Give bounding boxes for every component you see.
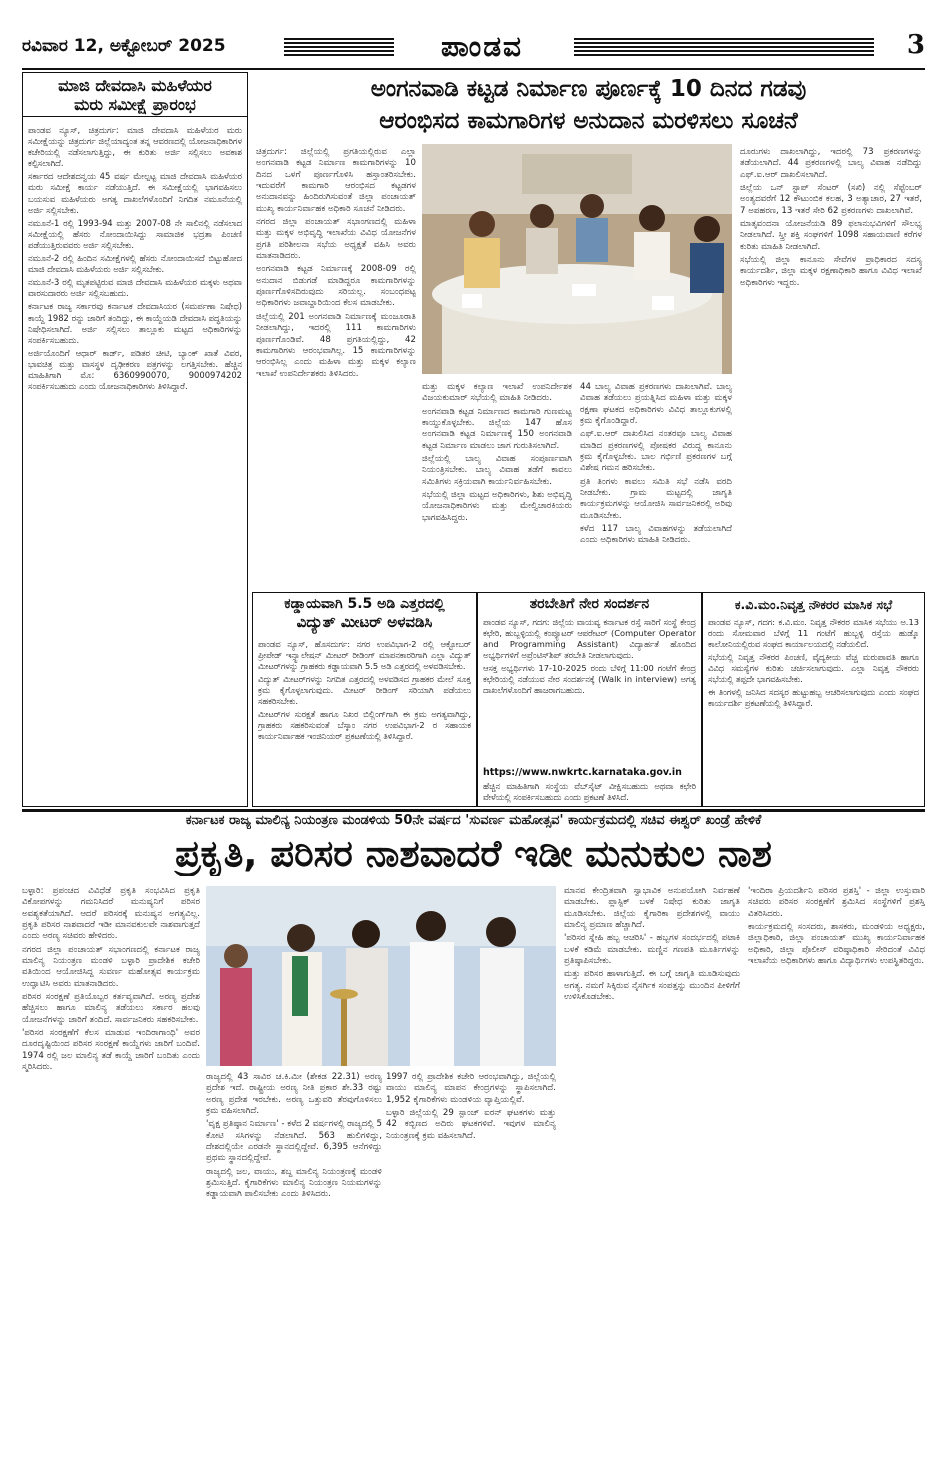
main-para: ಬಳ್ಳಾರಿ: ಪ್ರಪಂಚದ ವಿವಿಧೆಡೆ ಪ್ರಕೃತಿ ಸಂಭವಿಸಿದ ಪ್ರಕೃತಿ ವಿಕೋಪಗಳನ್ನು ಗಮನಿಸಿದರೆ ಮನುಷ್ಯನಿಗೆ ಪರಿಸರ ಅವಶ್ಯಕತೆಯಾಗಿದೆ. ಆದರೆ ಪರಿಸರಕ್ಕೆ ಮನುಷ್ಯನ ಅಗತ್ಯವಿಲ್ಲ. ಪ್ರಕೃತಿ ಪರಿಸರ ನಾಶವಾದರೆ ಇಡೀ ಮಾನವಕುಲವೇ ನಾಶವಾಗುತ್ತದೆ ಎಂದು ಅರಣ್ಯ ಸಚಿವರು ಹೇಳಿದರು. <box>22 886 200 942</box>
left-story-headline <box>23 73 247 117</box>
top-story-col-2 <box>422 382 572 590</box>
retired-para: ಈ ತಿಂಗಳಲ್ಲಿ ಜನಿಸಿದ ಸದಸ್ಯರ ಹುಟ್ಟುಹಬ್ಬ ಆಚರಿಸಲಾಗುವುದು ಎಂದು ಸಂಘದ ಕಾರ್ಯದರ್ಶಿ ಪ್ರಕಟಣೆಯಲ್ಲಿ ತಿಳಿಸಿದ್ದಾರೆ. <box>708 686 919 708</box>
masthead-stripes-right <box>574 38 874 56</box>
training-story-box <box>477 592 702 807</box>
top-para: ಜಿಲ್ಲೆಯಲ್ಲಿ 201 ಅಂಗನವಾಡಿ ನಿರ್ಮಾಣಕ್ಕೆ ಮಂಜೂರಾತಿ ನೀಡಲಾಗಿದ್ದು, ಇದರಲ್ಲಿ 111 ಕಾಮಗಾರಿಗಳು ಪೂರ್ಣಗೊಂಡಿವೆ. 48 ಪ್ರಗತಿಯಲ್ಲಿದ್ದು, 42 ಕಾಮಗಾರಿಗಳು ಆರಂಭವಾಗಿಲ್ಲ. 15 ಕಾಮಗಾರಿಗಳನ್ನು ಆರಂಭಿಸಿಲ್ಲ ಎಂದು ಮಹಿಳಾ ಮತ್ತು ಮಕ್ಕಳ ಕಲ್ಯಾಣ ಇಲಾಖೆ ಉಪನಿರ್ದೇಶಕರು ತಿಳಿಸಿದರು. <box>256 311 416 379</box>
training-website-link[interactable]: https://www.nwkrtc.karnataka.gov.in <box>483 767 682 778</box>
event-photo <box>206 886 556 1066</box>
training-story-footer <box>483 781 696 805</box>
top-para: ಮತ್ತು ಮಕ್ಕಳ ಕಲ್ಯಾಣ ಇಲಾಖೆ ಉಪನಿರ್ದೇಶಕ ವಿಜಯಕುಮಾರ್ ಸಭೆಯಲ್ಲಿ ಮಾಹಿತಿ ನೀಡಿದರು. <box>422 382 572 404</box>
main-para: ಬಳ್ಳಾರಿ ಜಿಲ್ಲೆಯಲ್ಲಿ 29 ಸ್ಪಾಂಜ್ ಐರನ್ ಘಟಕಗಳು ಮತ್ತು 42 ಕಬ್ಬಿಣದ ಅದಿರು ಘಟಕಗಳಿವೆ. ಇವುಗಳ ಮಾಲಿನ್ಯ ನಿಯಂತ್ರಣಕ್ಕೆ ಕ್ರಮ ವಹಿಸಲಾಗಿದೆ. <box>386 1108 556 1141</box>
main-para: ಮಾನವ ಕೇಂದ್ರಿತವಾಗಿ ಸ್ವಾಭಾವಿಕ ಅನುಪಯೋಗಿ ನಿರ್ವಹಣೆ ಮಾಡಬೇಕು. ಪ್ಲಾಸ್ಟಿಕ್ ಬಳಕೆ ನಿಷೇಧ ಕುರಿತು ಜಾಗೃತಿ ಮೂಡಿಸಬೇಕು. ಜಿಲ್ಲೆಯ ಕೈಗಾರಿಕಾ ಪ್ರದೇಶಗಳಲ್ಲಿ ವಾಯು ಮಾಲಿನ್ಯ ಪ್ರಮಾಣ ಹೆಚ್ಚಾಗಿದೆ. <box>564 886 740 931</box>
retired-para: ಪಾಂಡವ ನ್ಯೂಸ್, ಗದಗ: ಕ.ವಿ.ಮಂ. ನಿವೃತ್ತ ನೌಕರರ ಮಾಸಿಕ ಸಭೆಯು ಅ.13 ರಂದು ಸೋಮವಾರ ಬೆಳಿಗ್ಗೆ 11 ಗಂಟೆಗೆ ಹುಬ್ಬಳ್ಳಿ ರಸ್ತೆಯ ಹುಡ್ಕೊ ಕಾಲೋನಿಯಲ್ಲಿರುವ ಸಂಘದ ಕಾರ್ಯಾಲಯದಲ್ಲಿ ನಡೆಯಲಿದೆ. <box>708 617 919 649</box>
main-para: 'ಇಂದಿರಾ ಪ್ರಿಯದರ್ಶಿನಿ ಪರಿಸರ ಪ್ರಶಸ್ತಿ' - ಜಿಲ್ಲಾ ಉಸ್ತುವಾರಿ ಸಚಿವರು ಪರಿಸರ ಸಂರಕ್ಷಣೆಗೆ ಶ್ರಮಿಸಿದ ಸಂಸ್ಥೆಗಳಿಗೆ ಪ್ರಶಸ್ತಿ ವಿತರಿಸಿದರು. <box>748 886 925 919</box>
main-para: ಪರಿಸರ ಸಂರಕ್ಷಣೆ ಪ್ರತಿಯೊಬ್ಬರ ಕರ್ತವ್ಯವಾಗಿದೆ. ಅರಣ್ಯ ಪ್ರದೇಶ ಹೆಚ್ಚಿಸಲು ಹಾಗೂ ಮಾಲಿನ್ಯ ತಡೆಯಲು ಸರ್ಕಾರ ಹಲವು ಯೋಜನೆಗಳನ್ನು ಜಾರಿಗೆ ತಂದಿದೆ. ಸಾರ್ವಜನಿಕರು ಸಹಕರಿಸಬೇಕು. <box>22 992 200 1025</box>
retired-story-body <box>708 617 919 805</box>
left-para: ನಮೂನೆ-1 ರಲ್ಲಿ 1993-94 ಮತ್ತು 2007-08 ನೇ ಸಾಲಿನಲ್ಲಿ ನಡೆಸಲಾದ ಸಮೀಕ್ಷೆಯಲ್ಲಿ ಹೆಸರು ನೋಂದಾಯಿಸಿದ್ದು ಸಾಮಾಜಿಕ ಭದ್ರತಾ ಪಿಂಚಣಿ ಪಡೆಯುತ್ತಿರುವವರು ಅರ್ಜಿ ಸಲ್ಲಿಸಬೇಕು. <box>28 217 242 250</box>
left-para: ನಮೂನೆ-2 ರಲ್ಲಿ ಹಿಂದಿನ ಸಮೀಕ್ಷೆಗಳಲ್ಲಿ ಹೆಸರು ನೋಂದಾಯಿಸದೆ ಬಿಟ್ಟುಹೋದ ಮಾಜಿ ದೇವದಾಸಿ ಮಹಿಳೆಯರು ಅರ್ಜಿ ಸಲ್ಲಿಸಬೇಕು. <box>28 253 242 275</box>
main-story-headline: ಪ್ರಕೃತಿ, ಪರಿಸರ ನಾಶವಾದರೆ ಇಡೀ ಮನುಕುಲ ನಾಶ <box>175 832 772 875</box>
meter-story-box <box>252 592 477 807</box>
main-para: ನಗರದ ಜಿಲ್ಲಾ ಪಂಚಾಯತ್ ಸಭಾಂಗಣದಲ್ಲಿ ಕರ್ನಾಟಕ ರಾಜ್ಯ ಮಾಲಿನ್ಯ ನಿಯಂತ್ರಣ ಮಂಡಳಿ ಬಳ್ಳಾರಿ ಪ್ರಾದೇಶಿಕ ಕಚೇರಿ ವತಿಯಿಂದ ಆಯೋಜಿಸಿದ್ದ ಸುವರ್ಣ ಮಹೋತ್ಸವ ಕಾರ್ಯಕ್ರಮ ಉದ್ಘಾಟಿಸಿ ಅವರು ಮಾತನಾಡಿದರು. <box>22 944 200 989</box>
main-para: ಮತ್ತು ಪರಿಸರ ಹಾಳಾಗುತ್ತಿದೆ. ಈ ಬಗ್ಗೆ ಜಾಗೃತಿ ಮೂಡಿಸುವುದು ಅಗತ್ಯ. ನಮಗೆ ಸಿಕ್ಕಿರುವ ನೈಸರ್ಗಿಕ ಸಂಪತ್ತನ್ನು ಮುಂದಿನ ಪೀಳಿಗೆಗೆ ಉಳಿಸಿಕೊಡಬೇಕು. <box>564 969 740 1003</box>
top-para: ನಗರದ ಜಿಲ್ಲಾ ಪಂಚಾಯತ್ ಸಭಾಂಗಣದಲ್ಲಿ ಮಹಿಳಾ ಮತ್ತು ಮಕ್ಕಳ ಅಭಿವೃದ್ಧಿ ಇಲಾಖೆಯ ವಿವಿಧ ಯೋಜನೆಗಳ ಪ್ರಗತಿ ಪರಿಶೀಲನಾ ಸಭೆಯ ಅಧ್ಯಕ್ಷತೆ ವಹಿಸಿ ಅವರು ಮಾತನಾಡಿದರು. <box>256 217 416 262</box>
top-para: ದೂರುಗಳು ದಾಖಲಾಗಿದ್ದು, ಇದರಲ್ಲಿ 73 ಪ್ರಕರಣಗಳನ್ನು ತಡೆಯಲಾಗಿದೆ. 44 ಪ್ರಕರಣಗಳಲ್ಲಿ ಬಾಲ್ಯ ವಿವಾಹ ನಡೆದಿದ್ದು ಎಫ್.ಐ.ಆರ್ ದಾಖಲಿಸಲಾಗಿದೆ. <box>740 147 922 180</box>
event-photo-graphic <box>206 886 556 1066</box>
page-number: 3 <box>906 30 925 60</box>
meter-headline-line-1: ಕಡ್ಡಾಯವಾಗಿ 5.5 ಅಡಿ ಎತ್ತರದಲ್ಲಿ <box>284 596 445 612</box>
top-para: ಸಭೆಯಲ್ಲಿ ಜಿಲ್ಲಾ ಮಟ್ಟದ ಅಧಿಕಾರಿಗಳು, ಶಿಶು ಅಭಿವೃದ್ಧಿ ಯೋಜನಾಧಿಕಾರಿಗಳು ಮತ್ತು ಮೇಲ್ವಿಚಾರಕಿಯರು ಭಾಗವಹಿಸಿದ್ದರು. <box>422 490 572 523</box>
top-para: ಜಿಲ್ಲೆಯ ಒನ್ ಸ್ಟಾಪ್ ಸೆಂಟರ್ (ಸಖಿ) ನಲ್ಲಿ ಸೆಪ್ಟೆಂಬರ್ ಅಂತ್ಯದವರೆಗೆ 12 ಕೌಟುಂಬಿಕ ಕಲಹ, 3 ಅತ್ಯಾಚಾರ, 27 ಇತರೆ, 7 ಅಪಹರಣ, 13 ಇತರೆ ಸೇರಿ 62 ಪ್ರಕರಣಗಳು ದಾಖಲಾಗಿವೆ. <box>740 183 922 216</box>
main-para: 'ಪರಿಸರ ಸಂರಕ್ಷಣೆಗೆ ಕೆಲಸ ಮಾಡುವ ಇಂದಿರಾಗಾಂಧಿ' ಅವರ ದೂರದೃಷ್ಟಿಯಿಂದ ಪರಿಸರ ಸಂರಕ್ಷಣೆ ಕಾಯ್ದೆಗಳು ಜಾರಿಗೆ ಬಂದಿವೆ. 1974 ರಲ್ಲಿ ಜಲ ಮಾಲಿನ್ಯ ತಡೆ ಕಾಯ್ದೆ ಜಾರಿಗೆ ಬಂದಿತು ಎಂದು ಸ್ಮರಿಸಿದರು. <box>22 1028 200 1073</box>
main-para: 'ವೃಕ್ಷ ಪ್ರತಿಷ್ಠಾನ ನಿರ್ಮಾಣ' - ಕಳೆದ 2 ವರ್ಷಗಳಲ್ಲಿ ರಾಜ್ಯದಲ್ಲಿ 5 ಕೋಟಿ ಸಸಿಗಳನ್ನು ನೆಡಲಾಗಿದೆ. 563 ಹುಲಿಗಳಿದ್ದು, ದೇಶದಲ್ಲಿಯೇ ಎರಡನೇ ಸ್ಥಾನದಲ್ಲಿದ್ದೇವೆ. 6,395 ಆನೆಗಳಿದ್ದು ಪ್ರಥಮ ಸ್ಥಾನದಲ್ಲಿದ್ದೇವೆ. <box>206 1119 382 1164</box>
retired-story-headline: ಕ.ವಿ.ಮಂ.ನಿವೃತ್ತ ನೌಕರರ ಮಾಸಿಕ ಸಭೆ <box>734 597 893 612</box>
top-story-col-4 <box>740 147 922 589</box>
top-story-box <box>252 72 925 592</box>
top-para: ಚಿತ್ರದುರ್ಗ: ಜಿಲ್ಲೆಯಲ್ಲಿ ಪ್ರಗತಿಯಲ್ಲಿರುವ ಎಲ್ಲಾ ಅಂಗನವಾಡಿ ಕಟ್ಟಡ ನಿರ್ಮಾಣ ಕಾಮಗಾರಿಗಳನ್ನು 10 ದಿನದ ಒಳಗೆ ಪೂರ್ಣಗೊಳಿಸಿ ಹಸ್ತಾಂತರಿಸಬೇಕು. ಇದುವರೆಗೆ ಕಾಮಗಾರಿ ಆರಂಭಿಸದ ಕಟ್ಟಡಗಳ ಅನುದಾನವನ್ನು ಹಿಂದಿರುಗಿಸುವಂತೆ ಜಿಲ್ಲಾ ಪಂಚಾಯತ್ ಮುಖ್ಯ ಕಾರ್ಯನಿರ್ವಾಹಕ ಅಧಿಕಾರಿ ಸೂಚನೆ ನೀಡಿದರು. <box>256 147 416 214</box>
top-headline-line-1: ಅಂಗನವಾಡಿ ಕಟ್ಟಡ ನಿರ್ಮಾಣ ಪೂರ್ಣಕ್ಕೆ 10 ದಿನದ ಗಡವು <box>370 76 807 102</box>
left-para: ಕರ್ನಾಟಕ ರಾಜ್ಯ ಸರ್ಕಾರವು ಕರ್ನಾಟಕ ದೇವದಾಸಿಯರ (ಸಮರ್ಪಣಾ ನಿಷೇಧ) ಕಾಯ್ದೆ 1982 ರನ್ನು ಜಾರಿಗೆ ತಂದಿದ್ದು, ಈ ಕಾಯ್ದೆಯಡಿ ದೇವದಾಸಿ ಪದ್ಧತಿಯನ್ನು ನಿಷೇಧಿಸಲಾಗಿದೆ. ಅರ್ಜಿ ಸಲ್ಲಿಸಲು ತಾಲ್ಲೂಕು ಮಟ್ಟದ ಅಧಿಕಾರಿಗಳನ್ನು ಸಂಪರ್ಕಿಸಬಹುದು. <box>28 301 242 345</box>
meter-para: ವಿದ್ಯುತ್ ಮೀಟರ್‌ಗಳನ್ನು ನಿಗದಿತ ಎತ್ತರದಲ್ಲಿ ಅಳವಡಿಸದ ಗ್ರಾಹಕರ ಮೇಲೆ ಸೂಕ್ತ ಕ್ರಮ ಕೈಗೊಳ್ಳಲಾಗುವುದು. ಮೀಟರ್ ರೀಡಿಂಗ್ ಸರಿಯಾಗಿ ಪಡೆಯಲು ಸಹಕರಿಸಬೇಕು. <box>258 673 471 706</box>
main-para: ರಾಜ್ಯದಲ್ಲಿ ಜಲ, ವಾಯು, ಶಬ್ದ ಮಾಲಿನ್ಯ ನಿಯಂತ್ರಣಕ್ಕೆ ಮಂಡಳಿ ಶ್ರಮಿಸುತ್ತಿದೆ. ಕೈಗಾರಿಕೆಗಳು ಮಾಲಿನ್ಯ ನಿಯಂತ್ರಣ ನಿಯಮಗಳನ್ನು ಕಡ್ಡಾಯವಾಗಿ ಪಾಲಿಸಬೇಕು ಎಂದು ತಿಳಿಸಿದರು. <box>206 1166 382 1200</box>
training-para: ಪಾಂಡವ ನ್ಯೂಸ್, ಗದಗ: ಜಿಲ್ಲೆಯ ವಾಯವ್ಯ ಕರ್ನಾಟಕ ರಸ್ತೆ ಸಾರಿಗೆ ಸಂಸ್ಥೆ ಕೇಂದ್ರ ಕಛೇರಿ, ಹುಬ್ಬಳ್ಳಿಯಲ್ಲಿ ಕಂಪ್ಯೂಟರ್ ಆಪರೇಟರ್ (Computer Operator and Programming Assistant) ವಿದ್ಯಾರ್ಹತೆ ಹೊಂದಿದ ಅಭ್ಯರ್ಥಿಗಳಿಗೆ ಅಪ್ರೆಂಟಿಸ್‌ಶಿಪ್ ತರಬೇತಿ ನೀಡಲಾಗುವುದು. <box>483 617 696 660</box>
left-para: ಸರ್ಕಾರದ ಆದೇಶದನ್ವಯ 45 ವರ್ಷ ಮೇಲ್ಪಟ್ಟ ಮಾಜಿ ದೇವದಾಸಿ ಮಹಿಳೆಯರ ಮರು ಸಮೀಕ್ಷೆ ಕಾರ್ಯ ನಡೆಯುತ್ತಿದೆ. ಈ ಸಮೀಕ್ಷೆಯಲ್ಲಿ ಭಾಗವಹಿಸಲು ಬಯಸುವ ಮಹಿಳೆಯರು ಅಗತ್ಯ ದಾಖಲೆಗಳೊಂದಿಗೆ ನಿಗದಿತ ನಮೂನೆಯಲ್ಲಿ ಅರ್ಜಿ ಸಲ್ಲಿಸಬೇಕು. <box>28 171 242 215</box>
top-para: 44 ಬಾಲ್ಯ ವಿವಾಹ ಪ್ರಕರಣಗಳು ದಾಖಲಾಗಿವೆ. ಬಾಲ್ಯ ವಿವಾಹ ತಡೆಯಲು ಪ್ರಯತ್ನಿಸಿದ ಮಹಿಳಾ ಮತ್ತು ಮಕ್ಕಳ ರಕ್ಷಣಾ ಘಟಕದ ಅಧಿಕಾರಿಗಳು ವಿವಿಧ ತಾಲ್ಲೂಕುಗಳಲ್ಲಿ ಕ್ರಮ ಕೈಗೊಂಡಿದ್ದಾರೆ. <box>580 382 732 427</box>
retired-para: ಸಭೆಯಲ್ಲಿ ನಿವೃತ್ತ ನೌಕರರ ಪಿಂಚಣಿ, ವೈದ್ಯಕೀಯ ವೆಚ್ಚ ಮರುಪಾವತಿ ಹಾಗೂ ವಿವಿಧ ಸಮಸ್ಯೆಗಳ ಕುರಿತು ಚರ್ಚಿಸಲಾಗುವುದು. ಎಲ್ಲಾ ನಿವೃತ್ತ ನೌಕರರು ಸಭೆಯಲ್ಲಿ ತಪ್ಪದೇ ಭಾಗವಹಿಸಬೇಕು. <box>708 651 919 684</box>
main-story-top-rule <box>22 809 925 812</box>
top-story-headline <box>252 72 925 135</box>
left-story-box <box>22 72 248 807</box>
left-story-body <box>28 125 242 805</box>
top-para: ಎಫ್.ಐ.ಆರ್ ದಾಖಲಿಸಿದ ನಂತರವೂ ಬಾಲ್ಯ ವಿವಾಹ ಮಾಡಿದ ಪ್ರಕರಣಗಳಲ್ಲಿ ಪೋಷಕರ ವಿರುದ್ಧ ಕಾನೂನು ಕ್ರಮ ಕೈಗೊಳ್ಳಬೇಕು. ಬಾಲ ಗರ್ಭಿಣಿ ಪ್ರಕರಣಗಳ ಬಗ್ಗೆ ವಿಶೇಷ ಗಮನ ಹರಿಸಬೇಕು. <box>580 429 732 474</box>
meter-headline-line-2: ವಿದ್ಯುತ್ ಮೀಟರ್ ಅಳವಡಿಸಿ <box>296 612 433 631</box>
meeting-photo-graphic <box>422 144 732 374</box>
main-story-kicker: ಕರ್ನಾಟಕ ರಾಜ್ಯ ಮಾಲಿನ್ಯ ನಿಯಂತ್ರಣ ಮಂಡಳಿಯ 50ನೇ ವರ್ಷದ 'ಸುವರ್ಣ ಮಹೋತ್ಸವ' ಕಾರ್ಯಕ್ರಮದಲ್ಲಿ ಸಚಿವ ಈಶ್ವರ್ ಖಂಡ್ರೆ ಹೇಳಿಕೆ <box>185 813 762 828</box>
top-headline-line-2: ಆರಂಭಿಸದ ಕಾಮಗಾರಿಗಳ ಅನುದಾನ ಮರಳಿಸಲು ಸೂಚನೆ <box>379 107 798 134</box>
top-para: ಅಂಗನವಾಡಿ ಕಟ್ಟಡ ನಿರ್ಮಾಣಕ್ಕೆ 2008-09 ರಲ್ಲಿ ಅನುದಾನ ಬಿಡುಗಡೆ ಮಾಡಿದ್ದರೂ ಕಾಮಗಾರಿಗಳನ್ನು ಪೂರ್ಣಗೊಳಿಸದಿರುವುದು ಸರಿಯಲ್ಲ. ಸಂಬಂಧಪಟ್ಟ ಅಧಿಕಾರಿಗಳು ಜವಾಬ್ದಾರಿಯಿಂದ ಕೆಲಸ ಮಾಡಬೇಕು. <box>256 264 416 309</box>
left-headline-line-2: ಮರು ಸಮೀಕ್ಷೆ ಪ್ರಾರಂಭ <box>74 95 196 115</box>
main-para: ರಾಜ್ಯದಲ್ಲಿ 43 ಸಾವಿರ ಚ.ಕಿ.ಮೀ (ಶೇಕಡ 22.31) ಅರಣ್ಯ ಪ್ರದೇಶ ಇದೆ. ರಾಷ್ಟ್ರೀಯ ಅರಣ್ಯ ನೀತಿ ಪ್ರಕಾರ ಶೇ.33 ರಷ್ಟು ಅರಣ್ಯ ಪ್ರದೇಶ ಇರಬೇಕು. ಅರಣ್ಯ ಒತ್ತುವರಿ ತೆರವುಗೊಳಿಸಲು ಕ್ರಮ ವಹಿಸಲಾಗಿದೆ. <box>206 1072 382 1117</box>
meter-story-body <box>258 639 471 804</box>
masthead-stripes-left <box>284 38 394 56</box>
top-para: ಮಾತೃವಂದನಾ ಯೋಜನೆಯಡಿ 89 ಫಲಾನುಭವಿಗಳಿಗೆ ಸೌಲಭ್ಯ ನೀಡಲಾಗಿದೆ. ಸ್ತ್ರೀ ಶಕ್ತಿ ಸಂಘಗಳಿಗೆ 1098 ಸಹಾಯವಾಣಿ ಕರೆಗಳ ಕುರಿತು ಮಾಹಿತಿ ನೀಡಲಾಗಿದೆ. <box>740 219 922 252</box>
top-story-col-1 <box>256 147 416 587</box>
main-story-col-3 <box>386 1072 556 1461</box>
main-story-col-4 <box>564 886 740 1461</box>
left-para: ಪಾಂಡವ ನ್ಯೂಸ್, ಚಿತ್ರದುರ್ಗ: ಮಾಜಿ ದೇವದಾಸಿ ಮಹಿಳೆಯರ ಮರು ಸಮೀಕ್ಷೆಯನ್ನು ಚಿತ್ರದುರ್ಗ ಜಿಲ್ಲೆಯಾದ್ಯಂತ ತನ್ನ ಆವರಣದಲ್ಲಿ ಯೋಜನಾಧಿಕಾರಿಗಳ ಕಚೇರಿಯಲ್ಲಿ ನಡೆಸಲಾಗುತ್ತಿದ್ದು, ಈ ಕುರಿತು ಅರ್ಜಿ ಸಲ್ಲಿಸಲು ಅವಕಾಶ ಕಲ್ಪಿಸಲಾಗಿದೆ. <box>28 125 242 169</box>
main-story-col-5 <box>748 886 925 1461</box>
main-para: 'ಪರಿಸರ ಸ್ನೇಹಿ ಹಬ್ಬ ಆಚರಿಸಿ' - ಹಬ್ಬಗಳ ಸಂದರ್ಭದಲ್ಲಿ ಪಟಾಕಿ ಬಳಕೆ ಕಡಿಮೆ ಮಾಡಬೇಕು. ಮಣ್ಣಿನ ಗಣಪತಿ ಮೂರ್ತಿಗಳನ್ನು ಪ್ರತಿಷ್ಠಾಪಿಸಬೇಕು. <box>564 933 740 967</box>
top-para: ಅಂಗನವಾಡಿ ಕಟ್ಟಡ ನಿರ್ಮಾಣದ ಕಾಮಗಾರಿ ಗುಣಮಟ್ಟ ಕಾಯ್ದುಕೊಳ್ಳಬೇಕು. ಜಿಲ್ಲೆಯ 147 ಹೊಸ ಅಂಗನವಾಡಿ ಕಟ್ಟಡ ನಿರ್ಮಾಣಕ್ಕೆ 150 ಅಂಗನವಾಡಿ ಕಟ್ಟಡ ನಿರ್ಮಾಣ ಮಾಡಲು ಜಾಗ ಗುರುತಿಸಲಾಗಿದೆ. <box>422 406 572 451</box>
top-para: ಜಿಲ್ಲೆಯಲ್ಲಿ ಬಾಲ್ಯ ವಿವಾಹ ಸಂಪೂರ್ಣವಾಗಿ ನಿಯಂತ್ರಿಸಬೇಕು. ಬಾಲ್ಯ ವಿವಾಹ ತಡೆಗೆ ಕಾವಲು ಸಮಿತಿಗಳು ಸಕ್ರಿಯವಾಗಿ ಕಾರ್ಯನಿರ್ವಹಿಸಬೇಕು. <box>422 454 572 487</box>
masthead-rule <box>22 68 925 70</box>
left-para: ಅರ್ಜಿಯೊಂದಿಗೆ ಆಧಾರ್ ಕಾರ್ಡ್, ಪಡಿತರ ಚೀಟಿ, ಬ್ಯಾಂಕ್ ಖಾತೆ ವಿವರ, ಭಾವಚಿತ್ರ ಮತ್ತು ವಾಸಸ್ಥಳ ದೃಢೀಕರಣ ಪತ್ರಗಳನ್ನು ಲಗತ್ತಿಸಬೇಕು. ಹೆಚ್ಚಿನ ಮಾಹಿತಿಗಾಗಿ ಮೊ: 6360990070, 9000974202 ಸಂಪರ್ಕಿಸಬಹುದು ಎಂದು ಯೋಜನಾಧಿಕಾರಿಗಳು ತಿಳಿಸಿದ್ದಾರೆ. <box>28 347 242 392</box>
training-story-body <box>483 617 696 765</box>
masthead <box>22 30 925 66</box>
top-para: ಕಳೆದ 117 ಬಾಲ್ಯ ವಿವಾಹಗಳನ್ನು ತಡೆಯಲಾಗಿದೆ ಎಂದು ಅಧಿಕಾರಿಗಳು ಮಾಹಿತಿ ನೀಡಿದರು. <box>580 524 732 546</box>
main-para: ಕಾರ್ಯಕ್ರಮದಲ್ಲಿ ಸಂಸದರು, ಶಾಸಕರು, ಮಂಡಳಿಯ ಅಧ್ಯಕ್ಷರು, ಜಿಲ್ಲಾಧಿಕಾರಿ, ಜಿಲ್ಲಾ ಪಂಚಾಯತ್ ಮುಖ್ಯ ಕಾರ್ಯನಿರ್ವಾಹಕ ಅಧಿಕಾರಿ, ಜಿಲ್ಲಾ ಪೊಲೀಸ್ ವರಿಷ್ಠಾಧಿಕಾರಿ ಸೇರಿದಂತೆ ವಿವಿಧ ಇಲಾಖೆಯ ಅಧಿಕಾರಿಗಳು ಹಾಗೂ ವಿದ್ಯಾರ್ಥಿಗಳು ಉಪಸ್ಥಿತರಿದ್ದರು. <box>748 922 925 967</box>
left-para: ನಮೂನೆ-3 ರಲ್ಲಿ ಮೃತಪಟ್ಟಿರುವ ಮಾಜಿ ದೇವದಾಸಿ ಮಹಿಳೆಯರ ಮಕ್ಕಳು ಅಥವಾ ವಾರಸುದಾರರು ಅರ್ಜಿ ಸಲ್ಲಿಸಬಹುದು. <box>28 277 242 299</box>
meter-story-headline <box>253 593 476 631</box>
main-para: 1997 ರಲ್ಲಿ ಪ್ರಾದೇಶಿಕ ಕಚೇರಿ ಆರಂಭವಾಗಿದ್ದು, ಜಿಲ್ಲೆಯಲ್ಲಿ ವಾಯು ಮಾಲಿನ್ಯ ಮಾಪನ ಕೇಂದ್ರಗಳನ್ನು ಸ್ಥಾಪಿಸಲಾಗಿದೆ. 1,952 ಕೈಗಾರಿಕೆಗಳು ಮಂಡಳಿಯ ವ್ಯಾಪ್ತಿಯಲ್ಲಿವೆ. <box>386 1072 556 1105</box>
training-story-headline: ತರಬೇತಿಗೆ ನೇರ ಸಂದರ್ಶನ <box>529 596 650 612</box>
main-story-col-2 <box>206 1072 382 1461</box>
retired-story-box <box>702 592 925 807</box>
training-para: ಆಸಕ್ತ ಅಭ್ಯರ್ಥಿಗಳು 17-10-2025 ರಂದು ಬೆಳಿಗ್ಗೆ 11:00 ಗಂಟೆಗೆ ಕೇಂದ್ರ ಕಛೇರಿಯಲ್ಲಿ ನಡೆಯುವ ನೇರ ಸಂದರ್ಶನಕ್ಕೆ (Walk in interview) ಅಗತ್ಯ ದಾಖಲೆಗಳೊಂದಿಗೆ ಹಾಜರಾಗಬಹುದು. <box>483 662 696 695</box>
newspaper-title: ಪಾಂಡವ <box>440 30 524 63</box>
issue-date: ರವಿವಾರ 12, ಅಕ್ಟೋಬರ್ 2025 <box>22 36 226 56</box>
top-para: ಪ್ರತಿ ತಿಂಗಳು ಕಾವಲು ಸಮಿತಿ ಸಭೆ ನಡೆಸಿ ವರದಿ ನೀಡಬೇಕು. ಗ್ರಾಮ ಮಟ್ಟದಲ್ಲಿ ಜಾಗೃತಿ ಕಾರ್ಯಕ್ರಮಗಳನ್ನು ಆಯೋಜಿಸಿ ಸಾರ್ವಜನಿಕರಲ್ಲಿ ಅರಿವು ಮೂಡಿಸಬೇಕು. <box>580 476 732 521</box>
meter-para: ಪಾಂಡವ ನ್ಯೂಸ್, ಹೊಸದುರ್ಗ: ನಗರ ಉಪವಿಭಾಗ-2 ರಲ್ಲಿ ಆಕ್ಟೋಬರ್ ಪ್ರೀಪೇಡ್ ಇನ್ಸ್ಟಾಲೇಷನ್ ಮೀಟರ್ ರೀಡಿಂಗ್ ಮಾಪನಕಾರರಿಗಾಗಿ ಎಲ್ಲಾ ವಿದ್ಯುತ್ ಮೀಟರ್‌ಗಳನ್ನು ಗ್ರಾಹಕರು ಕಡ್ಡಾಯವಾಗಿ 5.5 ಅಡಿ ಎತ್ತರದಲ್ಲಿ ಅಳವಡಿಸಬೇಕು. <box>258 639 471 671</box>
training-para: ಹೆಚ್ಚಿನ ಮಾಹಿತಿಗಾಗಿ ಸಂಸ್ಥೆಯ ವೆಬ್‌ಸೈಟ್ ವೀಕ್ಷಿಸಬಹುದು ಅಥವಾ ಕಛೇರಿ ವೇಳೆಯಲ್ಲಿ ಸಂಪರ್ಕಿಸಬಹುದು ಎಂದು ಪ್ರಕಟಣೆ ತಿಳಿಸಿದೆ. <box>483 781 696 802</box>
meeting-photo <box>422 144 732 374</box>
left-headline-line-1: ಮಾಜಿ ದೇವದಾಸಿ ಮಹಿಳೆಯರ <box>58 76 212 95</box>
top-para: ಸಭೆಯಲ್ಲಿ ಜಿಲ್ಲಾ ಕಾನೂನು ಸೇವೆಗಳ ಪ್ರಾಧಿಕಾರದ ಸದಸ್ಯ ಕಾರ್ಯದರ್ಶಿ, ಜಿಲ್ಲಾ ಮಕ್ಕಳ ರಕ್ಷಣಾಧಿಕಾರಿ ಹಾಗೂ ವಿವಿಧ ಇಲಾಖೆ ಅಧಿಕಾರಿಗಳು ಇದ್ದರು. <box>740 255 922 288</box>
meter-para: ಮೀಟರ್‌ಗಳ ಸುರಕ್ಷತೆ ಹಾಗೂ ನಿಖರ ಬಿಲ್ಲಿಂಗ್‌ಗಾಗಿ ಈ ಕ್ರಮ ಅಗತ್ಯವಾಗಿದ್ದು, ಗ್ರಾಹಕರು ಸಹಕರಿಸುವಂತೆ ಬೆಸ್ಕಾಂ ನಗರ ಉಪವಿಭಾಗ-2 ರ ಸಹಾಯಕ ಕಾರ್ಯನಿರ್ವಾಹಕ ಇಂಜಿನಿಯರ್ ಪ್ರಕಟಣೆಯಲ್ಲಿ ತಿಳಿಸಿದ್ದಾರೆ. <box>258 708 471 741</box>
top-story-col-3 <box>580 382 732 590</box>
main-story-col-1 <box>22 886 200 1461</box>
